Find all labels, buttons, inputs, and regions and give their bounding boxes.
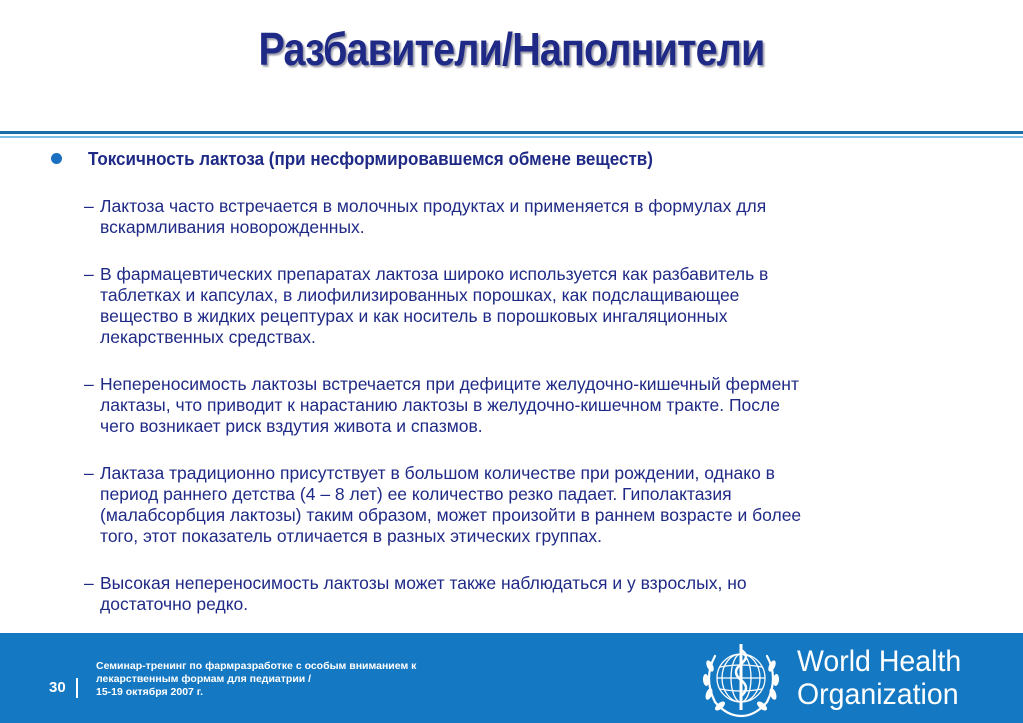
- dash-marker: –: [84, 374, 94, 394]
- main-bullet: Токсичность лактоза (при несформировавшемся обмене веществ): [88, 148, 653, 169]
- dash-marker: –: [84, 463, 94, 483]
- seminar-caption: [96, 660, 516, 699]
- seminar-line: 15-19 октября 2007 г.: [96, 686, 204, 698]
- title-divider: [0, 131, 1023, 134]
- subitem-line: вещество в жидких рецептурах и как носитель в порошковых ингаляционных: [100, 306, 728, 326]
- subitem-line: период раннего детства (4 – 8 лет) ее количество резко падает. Гиполактазия: [100, 484, 732, 504]
- footer-separator: [76, 678, 78, 698]
- seminar-line: Семинар-тренинг по фармразработке с особым вниманием к: [96, 660, 417, 672]
- dash-marker: –: [84, 196, 94, 216]
- dash-marker: –: [84, 573, 94, 593]
- org-name-line1: World Health: [797, 645, 962, 678]
- slide-title: Разбавители/Наполнители: [258, 23, 765, 75]
- subitem-line: лекарственных средствах.: [100, 327, 316, 347]
- dash-marker: –: [84, 264, 94, 284]
- title-divider-light: [0, 136, 1023, 138]
- bullet-dot-icon: [51, 153, 62, 164]
- subitem-line: Непереносимость лактозы встречается при дефиците желудочно-кишечный фермент: [100, 374, 799, 394]
- who-logotype: [797, 645, 961, 711]
- subitem-line: вскармливания новорожденных.: [100, 217, 365, 237]
- subitem-line: лактазы, что приводит к нарастанию лактозы в желудочно-кишечном тракте. После: [100, 395, 780, 415]
- subitem-line: того, этот показатель отличается в разных этических группах.: [100, 526, 603, 546]
- org-name-line2: Organization: [797, 678, 959, 711]
- subitem-line: Лактоза часто встречается в молочных продуктах и применяется в формулах для: [100, 196, 767, 216]
- subitem-line: чего возникает риск вздутия живота и спазмов.: [100, 416, 483, 436]
- subitem-line: В фармацевтических препаратах лактоза широко используется как разбавитель в: [100, 264, 769, 284]
- subitem-line: достаточно редко.: [100, 594, 249, 614]
- page-number: 30: [49, 679, 66, 696]
- subitem-line: (малабсорбция лактозы) таким образом, может произойти в раннем возрасте и более: [100, 505, 802, 525]
- subitem-line: Высокая непереносимость лактозы может также наблюдаться и у взрослых, но: [100, 573, 747, 593]
- seminar-line: лекарственным формам для педиатрии /: [96, 673, 312, 685]
- subitem-line: таблетках и капсулах, в лиофилизированных порошках, как подслащивающее: [100, 285, 740, 305]
- subitem-line: Лактаза традиционно присутствует в большом количестве при рождении, однако в: [100, 463, 775, 483]
- who-emblem-icon: [693, 636, 789, 722]
